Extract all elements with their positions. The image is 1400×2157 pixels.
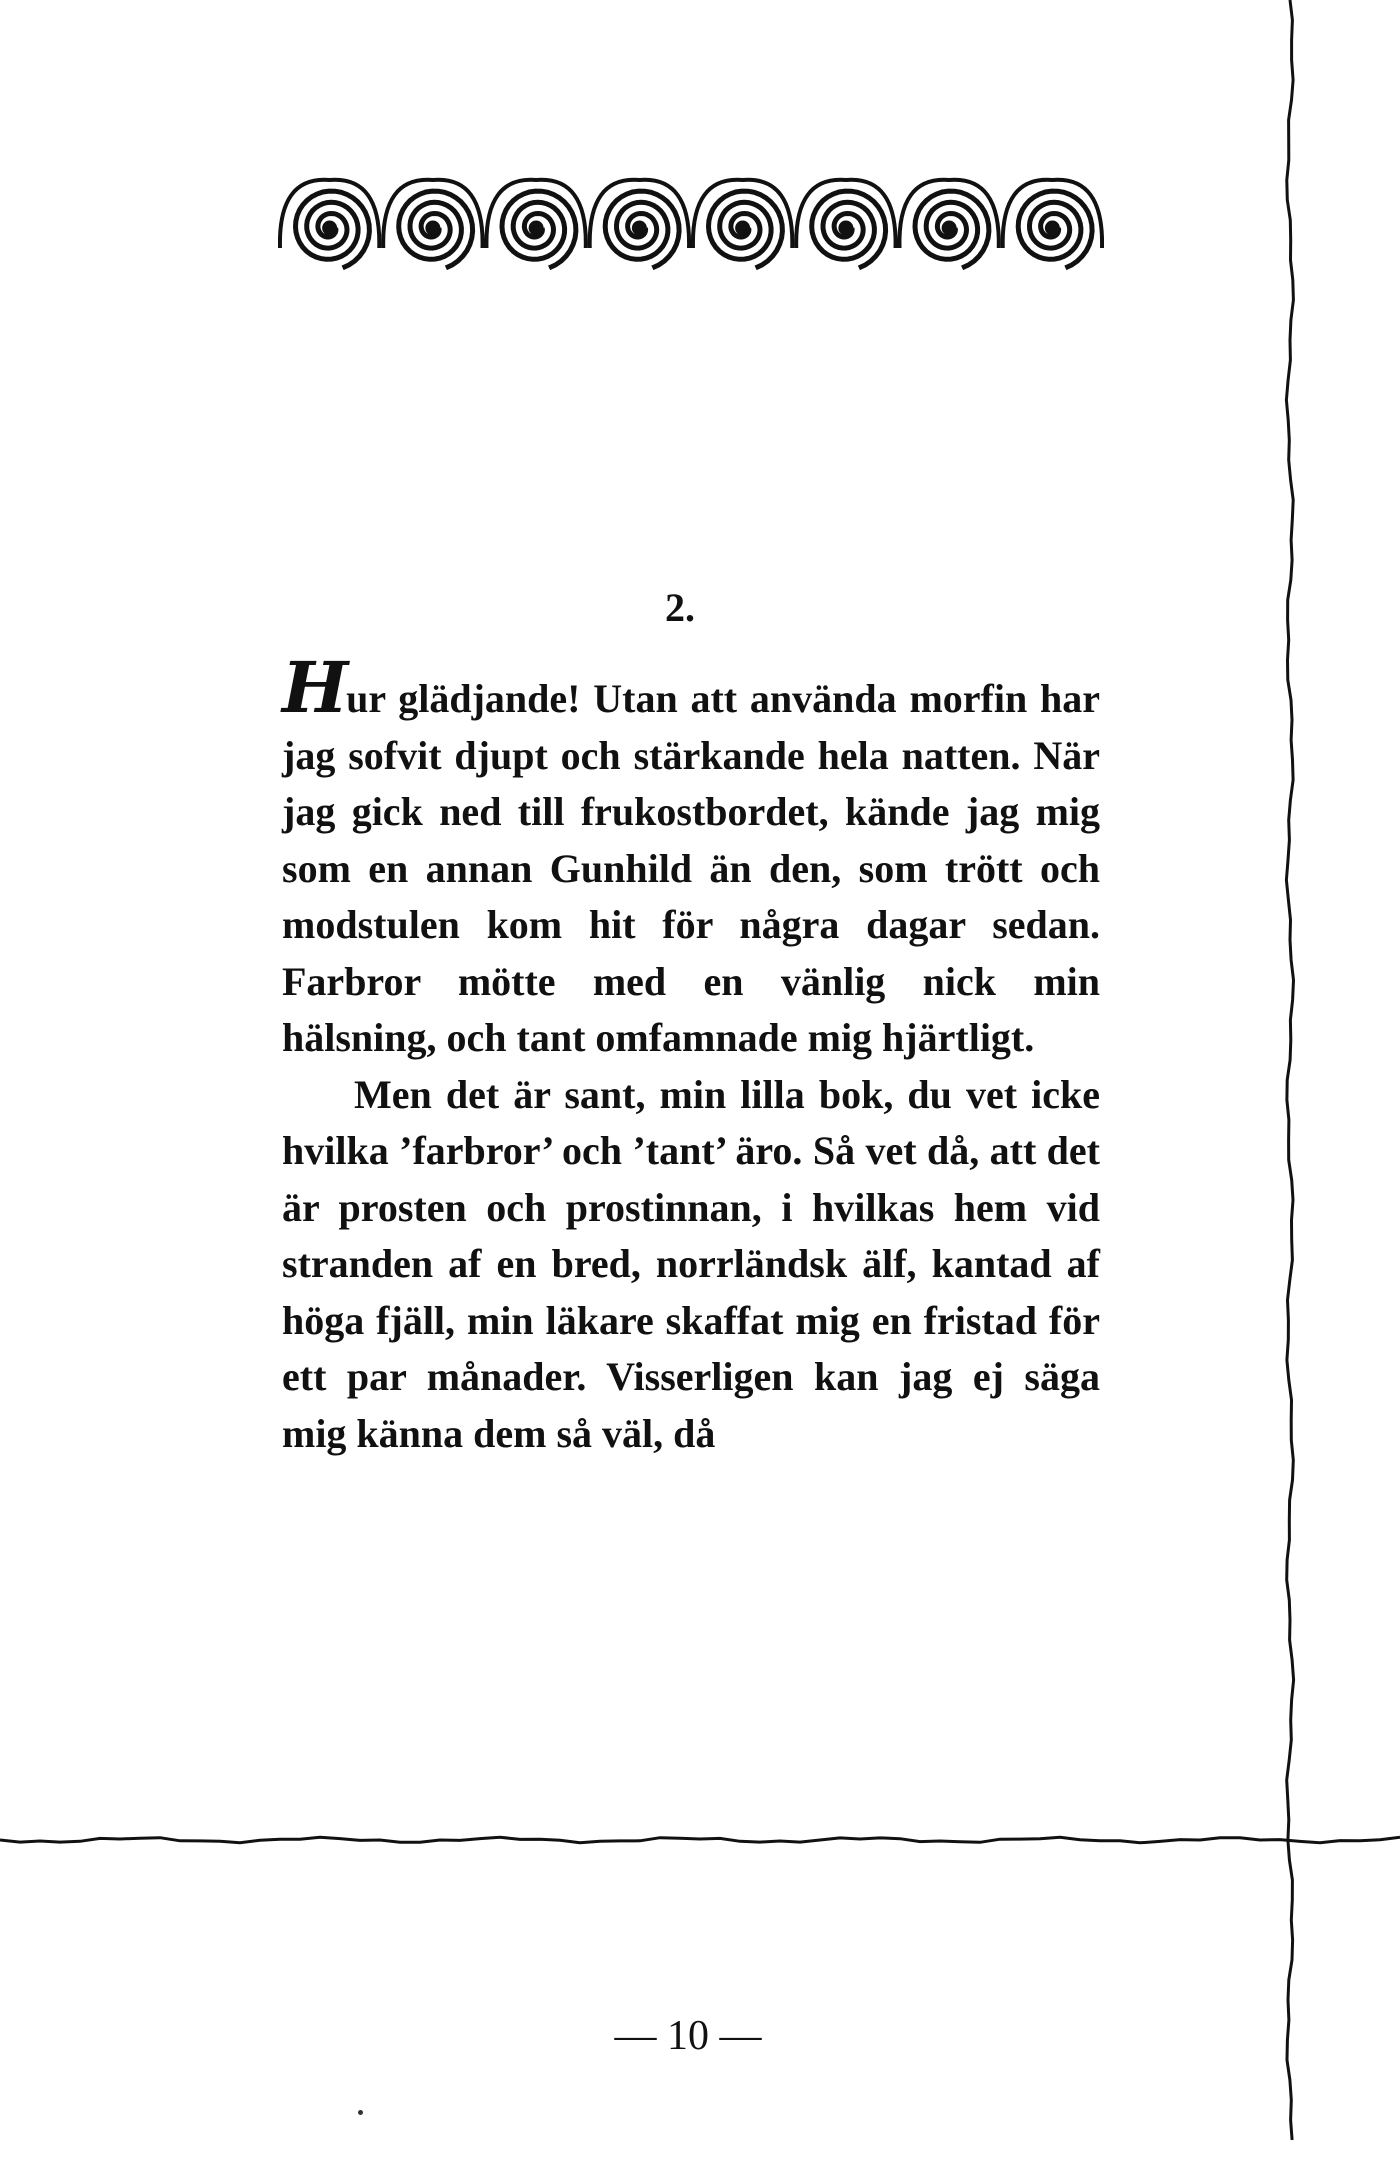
spiral-icon (693, 180, 792, 268)
bottom-rule (0, 1832, 1400, 1848)
spiral-icon (383, 180, 482, 268)
page-number: — 10 — (614, 2013, 762, 2059)
chapter-number: 2. (665, 585, 695, 630)
spiral-ornament-icon (278, 172, 1104, 280)
paragraph-first-text: ur glädjande! Utan att använda morfin har jag sofvit djupt och stärkande hela natten. När jag gick ned till frukostbordet, kände jag mig som en annan Gunhild än den, som trött och modstulen kom hit för några dagar sedan. Farbror mötte med en vänlig nick min hälsning, och tant omfamnade mig hjärtligt. (282, 676, 1100, 1060)
spiral-icon (1003, 180, 1102, 268)
spiral-icon (796, 180, 895, 268)
stray-dot (358, 2110, 363, 2115)
body-text (282, 646, 1100, 1462)
spiral-icon (280, 180, 379, 268)
drop-cap: H (282, 646, 347, 729)
spiral-icon (486, 180, 585, 268)
paragraph-first (282, 646, 1100, 1067)
spiral-icon (590, 180, 689, 268)
spiral-icon (899, 180, 998, 268)
paragraph-second: Men det är sant, min lilla bok, du vet icke hvilka ’farbror’ och ’tant’ äro. Så vet då, att det är prosten och prostinnan, i hvilkas hem vid stranden af en bred, norrländsk älf, kantad af höga fjäll, min läkare skaffat mig en fristad för ett par månader. Visserligen kan jag ej säga mig känna dem så väl, då (282, 1071, 1100, 1456)
